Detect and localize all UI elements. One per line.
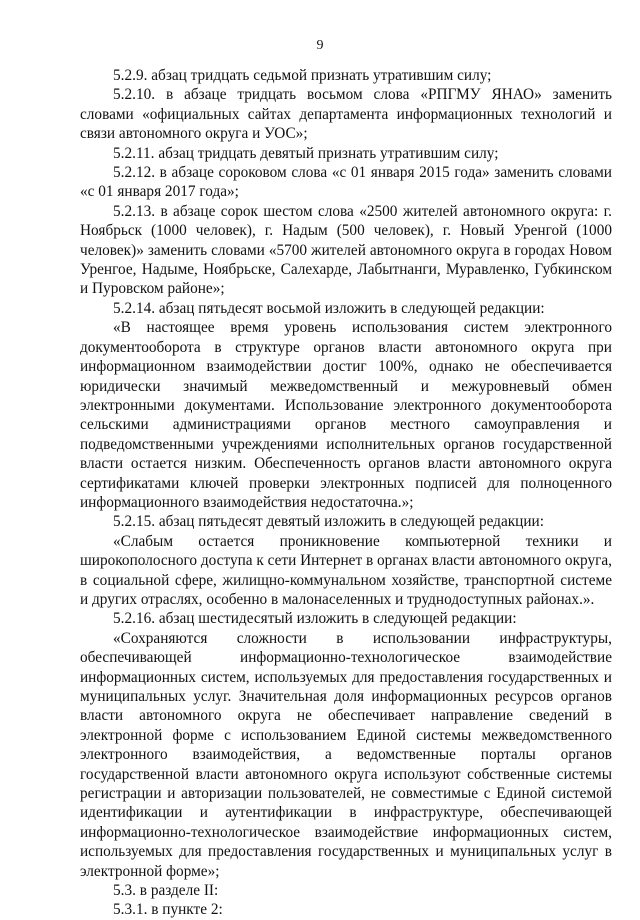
page-number: 9: [316, 38, 324, 53]
quote-paragraph-58: «В настоящее время уровень использования систем электронного документооборота в структуре органов власти автономного округа при информационном взаимодействии достиг 100%, однако не обеспечивается юридически значимый межведомственный и межуровневый обмен электронными документами. Использование электронного документооборота сельскими администрациями органов местного самоуправления и подведомственными учреждениями исполнительных органов государственной власти остается низким. Обеспеченность органов власти автономного округа сертификатами ключей проверки электронных подписей для полноценного информационного взаимодействия недостаточна.»;: [80, 319, 612, 511]
paragraph-5-2-15: 5.2.15. абзац пятьдесят девятый изложить в следующей редакции:: [113, 513, 544, 531]
paragraph-5-2-12: 5.2.12. в абзаце сороковом слова «с 01 января 2015 года» заменить словами «с 01 января 2017 года»;: [80, 164, 612, 201]
paragraph-5-2-14: 5.2.14. абзац пятьдесят восьмой изложить в следующей редакции:: [113, 299, 545, 317]
paragraph-5-2-10: 5.2.10. в абзаце тридцать восьмом слова «РПГМУ ЯНАО» заменить словами «официальных сайтах департамента информационных технологий и связи автономного округа и УОС»;: [80, 86, 612, 143]
document-body: [80, 66, 612, 920]
paragraph-5-2-11: 5.2.11. абзац тридцать девятый признать утратившим силу;: [113, 144, 499, 162]
paragraph-5-2-13: 5.2.13. в абзаце сорок шестом слова «2500 жителей автономного округа: г. Ноябрьск (1000 человек), г. Надым (500 человек), г. Новый Уренгой (1000 человек)» заменить словами «5700 жителей автономного округа в городах Новом Уренгое, Надыме, Ноябрьске, Салехарде, Лабытнанги, Муравленко, Губкинском и Пуровском районе»;: [80, 202, 612, 298]
paragraph-5-3-1: 5.3.1. в пункте 2:: [113, 901, 223, 919]
paragraph-5-2-9: 5.2.9. абзац тридцать седьмой признать утратившим силу;: [113, 67, 492, 84]
paragraph-5-2-16: 5.2.16. абзац шестидесятый изложить в следующей редакции:: [113, 610, 517, 628]
quote-paragraph-60: «Сохраняются сложности в использовании инфраструктуры, обеспечивающей информационно-технологическое взаимодействие информационных систем, используемых для предоставления государственных и муниципальных услуг. Значительная доля информационных ресурсов органов власти автономного округа не обеспечивает направление сведений в электронной форме с использованием Единой системы межведомственного электронного взаимодействия, а ведомственные порталы органов государственной власти автономного округа используют собственные системы регистрации и авторизации пользователей, не совместимые с Единой системой идентификации и аутентификации в инфраструктуре, обеспечивающей информационно-технологическое взаимодействие информационных систем, используемых для предоставления государственных и муниципальных услуг в электронной форме»;: [80, 629, 612, 880]
quote-paragraph-59: «Слабым остается проникновение компьютерной техники и широкополосного доступа к сети Интернет в органах власти автономного округа, в социальной сфере, жилищно-коммунальном хозяйстве, транспортной системе и других отраслях, особенно в малонаселенных и труднодоступных районах.».: [80, 532, 612, 608]
paragraph-5-3: 5.3. в разделе II:: [113, 882, 219, 900]
